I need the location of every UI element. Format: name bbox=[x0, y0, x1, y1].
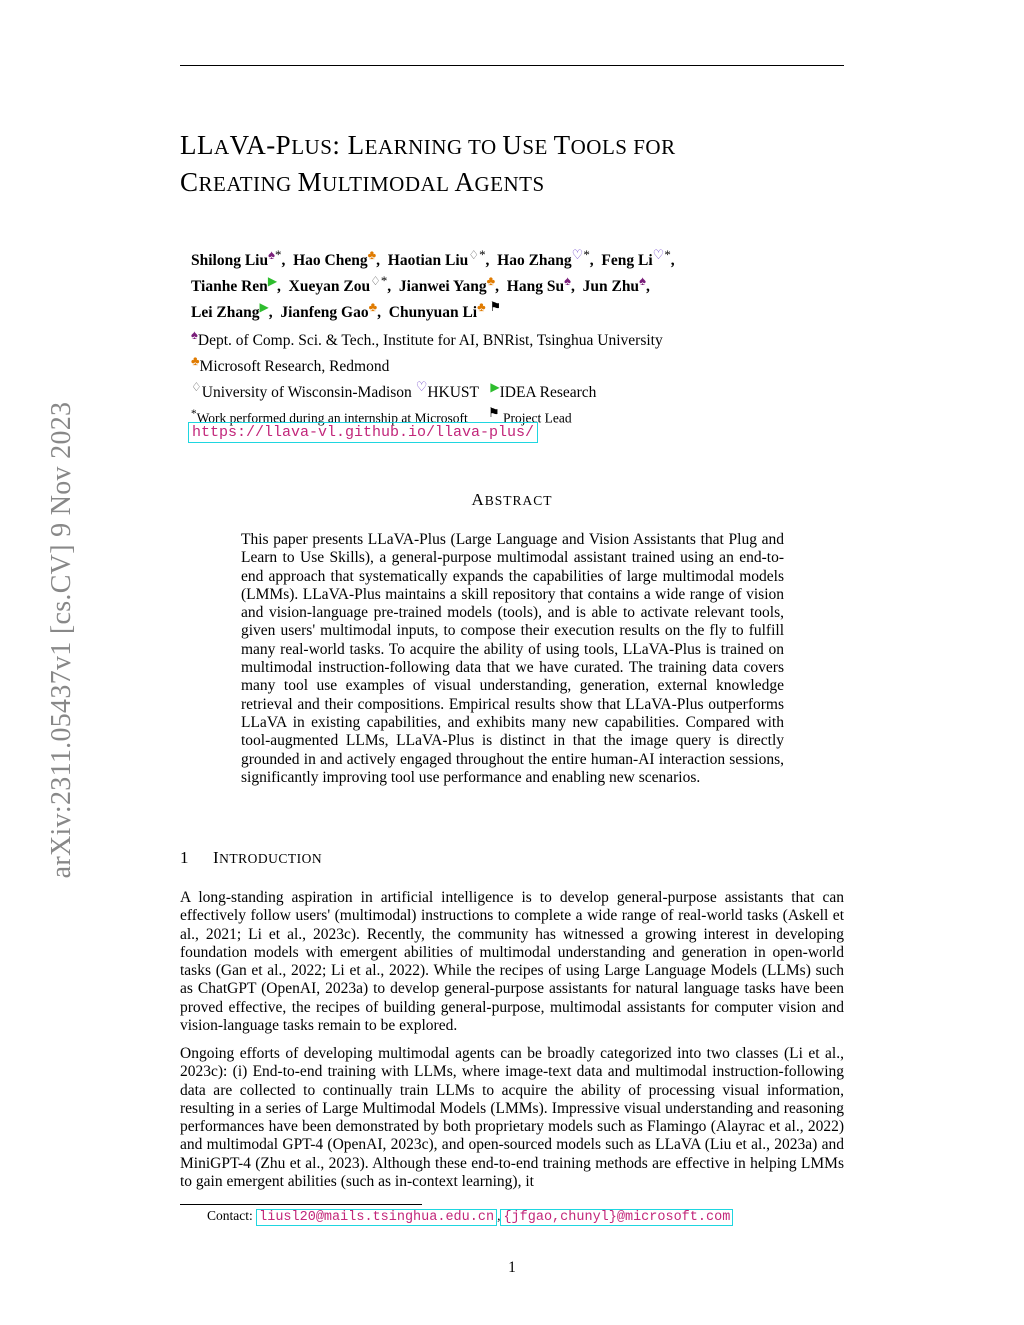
author-name: Xueyan Zou bbox=[288, 278, 371, 296]
affiliation-text: Dept. of Comp. Sci. & Tech., Institute for AI, BNRist, Tsinghua University bbox=[197, 332, 663, 350]
paper-title bbox=[180, 128, 676, 202]
club-icon: ♣ bbox=[477, 299, 486, 315]
triangle-flag-icon: ▶ bbox=[490, 380, 500, 395]
diamond-icon: ♢ bbox=[191, 380, 202, 395]
author-name: Lei Zhang bbox=[191, 304, 260, 322]
author-name: Chunyuan Li bbox=[388, 304, 478, 322]
affiliation-text: University of Wisconsin-Madison bbox=[201, 384, 412, 402]
author-name: Hao Zhang bbox=[497, 252, 572, 270]
triangle-flag-icon: ▶ bbox=[259, 300, 269, 315]
club-icon: ♣ bbox=[367, 247, 377, 262]
intro-paragraph-2: Ongoing efforts of developing multimodal agents can be broadly categorized into two classes (Li et al., 2023c): (i) End-to-end training with LLMs, where image-text data and multimodal instruction-following data are collected to continually train LLMs to acquire the ability of processing visual information, resulting in a series of Large Multimodal Models (LMMs). Impressive visual understanding and reasoning performances have been demonstrated by both proprietary models such as Flamingo (Alayrac et al., 2022) and multimodal GPT-4 (OpenAI, 2023c), and open-sourced models such as LLaVA (Liu et al., 2023a) and MiniGPT-4 (Zhu et al., 2023). Although these end-to-end training methods are effective in helping LMMs to gain emergent abilities (such as in-context learning), it bbox=[180, 1045, 844, 1191]
diamond-icon: ♢ bbox=[370, 274, 381, 289]
author-name: Haotian Liu bbox=[387, 252, 469, 270]
contact-email-link-1[interactable]: liusl20@mails.tsinghua.edu.cn bbox=[256, 1209, 497, 1226]
flag-icon: ⚑ bbox=[487, 405, 500, 421]
affiliation-text: Microsoft Research, Redmond bbox=[199, 358, 390, 376]
author-line-2: Tianhe Ren▶, Xueyan Zou♢*, Jianwei Yang♣, Hang Su♠, Jun Zhu♠, bbox=[191, 273, 650, 296]
affiliation-2 bbox=[191, 351, 663, 377]
author-name: Jun Zhu bbox=[582, 278, 640, 296]
author-name: Hang Su bbox=[506, 278, 565, 296]
affiliation-text: HKUST bbox=[427, 384, 479, 402]
author-line-3: Lei Zhang▶, Jianfeng Gao♣, Chunyuan Li♣ ⚑ bbox=[191, 299, 502, 322]
spade-icon: ♠ bbox=[564, 273, 571, 289]
contact-footnote: Contact: liusl20@mails.tsinghua.edu.cn , {jfgao,chunyl}@microsoft.com bbox=[207, 1208, 733, 1225]
club-icon: ♣ bbox=[368, 299, 378, 315]
section-heading-introduction: 1 INTRODUCTION bbox=[180, 848, 323, 867]
affiliation-3 bbox=[191, 377, 663, 403]
title-line-1: LLAVA-PLUS: LEARNING TO USE TOOLS FOR bbox=[180, 130, 676, 160]
abstract-body: This paper presents LLaVA-Plus (Large Language and Vision Assistants that Plug and Learn to Use Skills), a general-purpose multimodal assistant trained using an end-to-end approach that systematically expands the capabilities of large multimodal models (LMMs). LLaVA-Plus maintains a skill repository that contains a wide range of vision and vision-language pre-trained models (tools), and is able to activate relevant tools, given users' multimodal inputs, to compose their execution results on the fly to fulfill many real-world tasks. To acquire the ability of using tools, LLaVA-Plus is trained on multimodal instruction-following data that we have curated. The training data covers many tool use examples of visual understanding, generation, external knowledge retrieval and their compositions. Empirical results show that LLaVA-Plus outperforms LLaVA in existing capabilities, and exhibits many new capabilities. Compared with tool-augmented LLMs, LLaVA-Plus is distinct in that the image query is directly grounded in and actively engaged throughout the entire human-AI interaction sessions, significantly improving tool use performance and enabling new scenarios. bbox=[241, 531, 784, 786]
heart-icon: ♡ bbox=[652, 247, 665, 262]
author-name: Tianhe Ren bbox=[191, 278, 268, 296]
heart-icon: ♡ bbox=[571, 247, 584, 262]
affiliations bbox=[191, 325, 663, 429]
author-name: Jianfeng Gao bbox=[280, 304, 369, 322]
flag-icon: ⚑ bbox=[489, 299, 502, 315]
abstract-heading: ABSTRACT bbox=[471, 490, 553, 509]
contact-email-link-2[interactable]: {jfgao,chunyl}@microsoft.com bbox=[500, 1209, 733, 1226]
club-icon: ♣ bbox=[486, 273, 496, 289]
triangle-flag-icon: ▶ bbox=[267, 274, 278, 289]
heart-icon: ♡ bbox=[415, 379, 428, 395]
affiliation-notes: *Work performed during an internship at Microsoft ⚑ Project Lead bbox=[191, 405, 572, 426]
arxiv-sidebar-stamp: arXiv:2311.05437v1 [cs.CV] 9 Nov 2023 bbox=[46, 401, 77, 879]
spade-icon: ♠ bbox=[639, 273, 646, 289]
contact-label: Contact: bbox=[207, 1208, 253, 1223]
spade-icon: ♠ bbox=[191, 327, 198, 342]
author-name: Jianwei Yang bbox=[398, 278, 487, 296]
page-number: 1 bbox=[508, 1259, 516, 1276]
affiliation-1 bbox=[191, 325, 663, 351]
internship-note: Work performed during an internship at Microsoft bbox=[196, 410, 468, 426]
top-rule bbox=[180, 65, 844, 66]
author-name: Hao Cheng bbox=[293, 252, 368, 270]
author-name: Feng Li bbox=[601, 252, 653, 270]
project-lead-note: Project Lead bbox=[503, 410, 572, 426]
title-line-2: CREATING MULTIMODAL AGENTS bbox=[180, 167, 545, 197]
section-number: 1 bbox=[180, 848, 189, 867]
club-icon: ♣ bbox=[191, 353, 200, 369]
footnote-rule bbox=[180, 1204, 422, 1205]
diamond-icon: ♢ bbox=[468, 248, 480, 262]
project-url-link[interactable]: https://llava-vl.github.io/llava-plus/ bbox=[188, 422, 538, 443]
author-line-1: Shilong Liu♠*, Hao Cheng♣, Haotian Liu♢*, Hao Zhang♡*, Feng Li♡*, bbox=[191, 247, 675, 270]
spade-icon: ♠ bbox=[268, 247, 276, 262]
author-list bbox=[191, 245, 675, 323]
affiliation-text: IDEA Research bbox=[499, 384, 597, 402]
author-name: Shilong Liu bbox=[191, 252, 269, 270]
intro-paragraph-1: A long-standing aspiration in artificial intelligence is to develop general-purpose assistants that can effectively follow users' (multimodal) instructions to complete a wide range of real-world tasks (Askell et al., 2021; Li et al., 2023c). Recently, the community has witnessed a growing interest in developing foundation models with emergent abilities of multimodal understanding and generation in open-world tasks (Gan et al., 2022; Li et al., 2022). While the recipes of using Large Language Models (LLMs) such as ChatGPT (OpenAI, 2023a) to develop general-purpose assistants for natural language tasks have been proved effective, the recipes of building general-purpose, multimodal assistants for computer vision and vision-language tasks remain to be explored. bbox=[180, 889, 844, 1035]
